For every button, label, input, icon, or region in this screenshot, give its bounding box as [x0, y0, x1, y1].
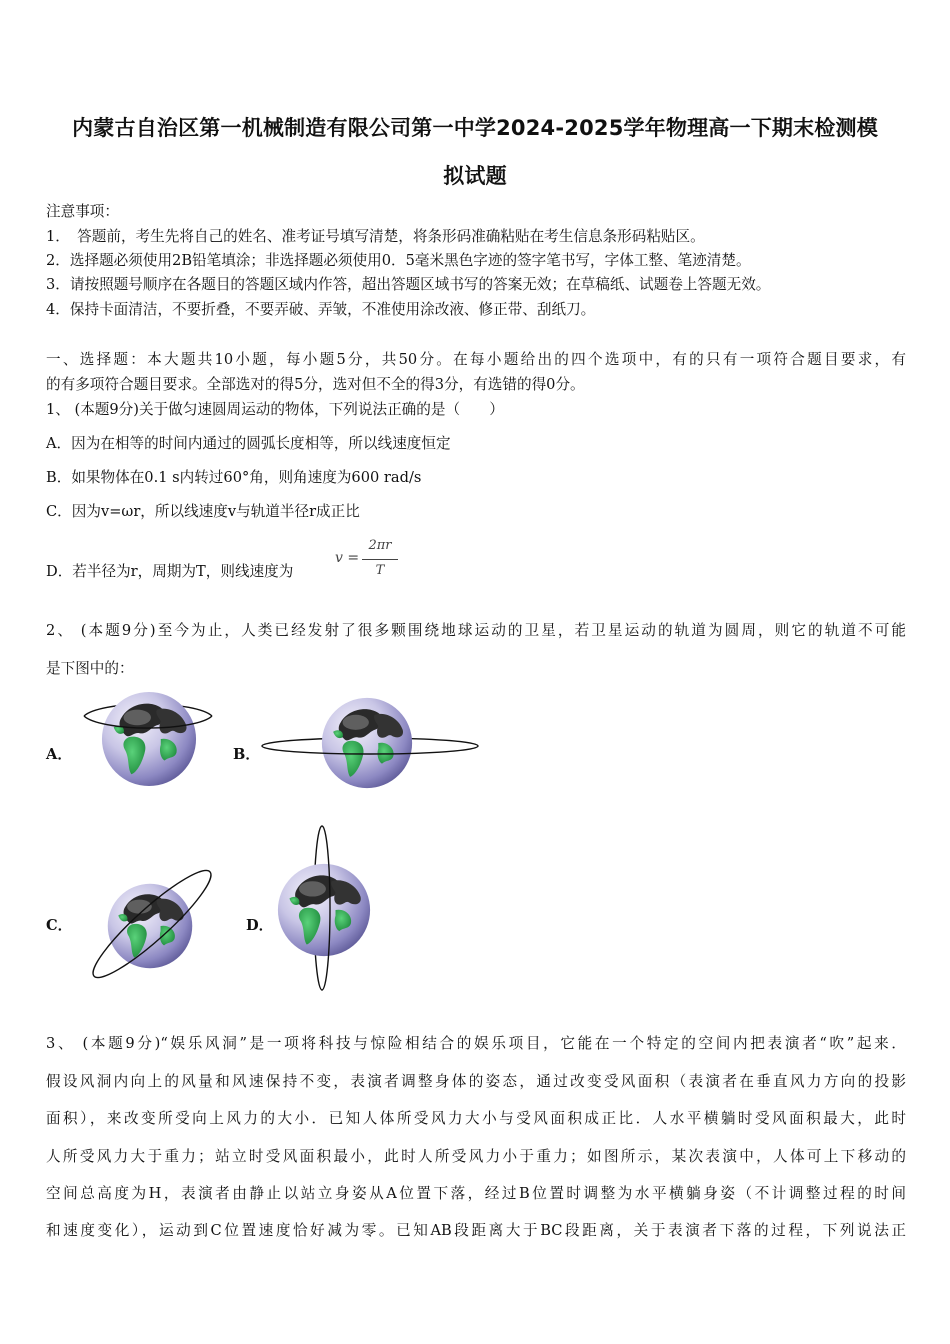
q3-line-5: 空间总高度为H，表演者由静止以站立身姿从A位置下落，经过B位置时调整为水平横躺身姿（不计调整过程的时间: [46, 1185, 906, 1202]
q2-stem-line1: 2、 (本题9分)至今为止，人类已经发射了很多颗围绕地球运动的卫星，若卫星运动的轨道为圆周，则它的轨道不可能: [46, 622, 906, 639]
q2-label-d: D．: [246, 917, 274, 934]
q1-option-c: C．因为v=ωr，所以线速度v与轨道半径r成正比: [46, 503, 360, 520]
globe-figure-b: [258, 690, 483, 799]
formula-lhs: v =: [335, 550, 360, 566]
notice-item-4: 4．保持卡面清洁，不要折叠，不要弄破、弄皱，不准使用涂改液、修正带、刮纸刀。: [46, 301, 596, 318]
exam-title-line2: 拟试题: [443, 164, 507, 188]
section-intro-line2: 的有多项符合题目要求。全部选对的得5分，选对但不全的得3分，有选错的得0分。: [46, 376, 585, 393]
globe-figure-c: [80, 856, 225, 995]
q3-line-4: 人所受风力大于重力；站立时受风面积最小，此时人所受风力小于重力；如图所示，某次表演中，人体可上下移动的: [46, 1148, 906, 1165]
q3-line-6: 和速度变化），运动到C位置速度恰好减为零。已知AB段距离大于BC段距离，关于表演者下落的过程，下列说法正: [46, 1222, 906, 1239]
q1-option-b: B．如果物体在0.1 s内转过60°角，则角速度为600 rad/s: [46, 469, 422, 486]
q1-option-a: A．因为在相等的时间内通过的圆弧长度相等，所以线速度恒定: [46, 435, 451, 452]
q2-label-c: C．: [46, 917, 73, 934]
formula-numerator: 2πr: [368, 538, 392, 553]
globe-orbit-polar-icon: [272, 822, 377, 992]
notice-item-3: 3．请按照题号顺序在各题目的答题区域内作答，超出答题区域书写的答案无效；在草稿纸、试题卷上答题无效。: [46, 276, 771, 293]
globe-orbit-equatorial-icon: [258, 690, 483, 795]
notice-item-1: 1． 答题前，考生先将自己的姓名、准考证号填写清楚，将条形码准确粘贴在考生信息条形码粘贴区。: [46, 228, 705, 245]
q2-stem-line2: 是下图中的：: [46, 660, 134, 677]
q2-label-b: B．: [233, 746, 260, 763]
globe-figure-a: [78, 686, 218, 800]
exam-title-line1: 内蒙古自治区第一机械制造有限公司第一中学2024-2025学年物理高一下期末检测模: [72, 116, 878, 140]
globe-orbit-horizontal-tilted-icon: [78, 686, 218, 796]
formula-fraction-bar: [362, 559, 398, 560]
q3-line-1: 3、 (本题9分)“娱乐风洞”是一项将科技与惊险相结合的娱乐项目，它能在一个特定的空间内把表演者“吹”起来．: [46, 1035, 906, 1052]
notice-heading: 注意事项：: [46, 203, 119, 220]
q3-line-2: 假设风洞内向上的风量和风速保持不变，表演者调整身体的姿态，通过改变受风面积（表演者在垂直风力方向的投影: [46, 1073, 906, 1090]
globe-figure-d: [272, 822, 377, 996]
formula-denominator: T: [375, 563, 385, 578]
q3-line-3: 面积），来改变所受向上风力的大小．已知人体所受风力大小与受风面积成正比．人水平横躺时受风面积最大，此时: [46, 1110, 906, 1127]
section-intro-line1: 一、选择题：本大题共10小题，每小题5分，共50分。在每小题给出的四个选项中，有的只有一项符合题目要求，有: [46, 351, 906, 368]
notice-item-2: 2．选择题必须使用2B铅笔填涂；非选择题必须使用0．5毫米黑色字迹的签字笔书写，字体工整、笔迹清楚。: [46, 252, 751, 269]
q2-label-a: A．: [46, 746, 72, 763]
q1-option-d: D．若半径为r，周期为T，则线速度为: [46, 563, 294, 580]
globe-orbit-inclined-icon: [80, 856, 225, 991]
q1-stem: 1、 (本题9分)关于做匀速圆周运动的物体，下列说法正确的是（ ）: [46, 401, 504, 418]
